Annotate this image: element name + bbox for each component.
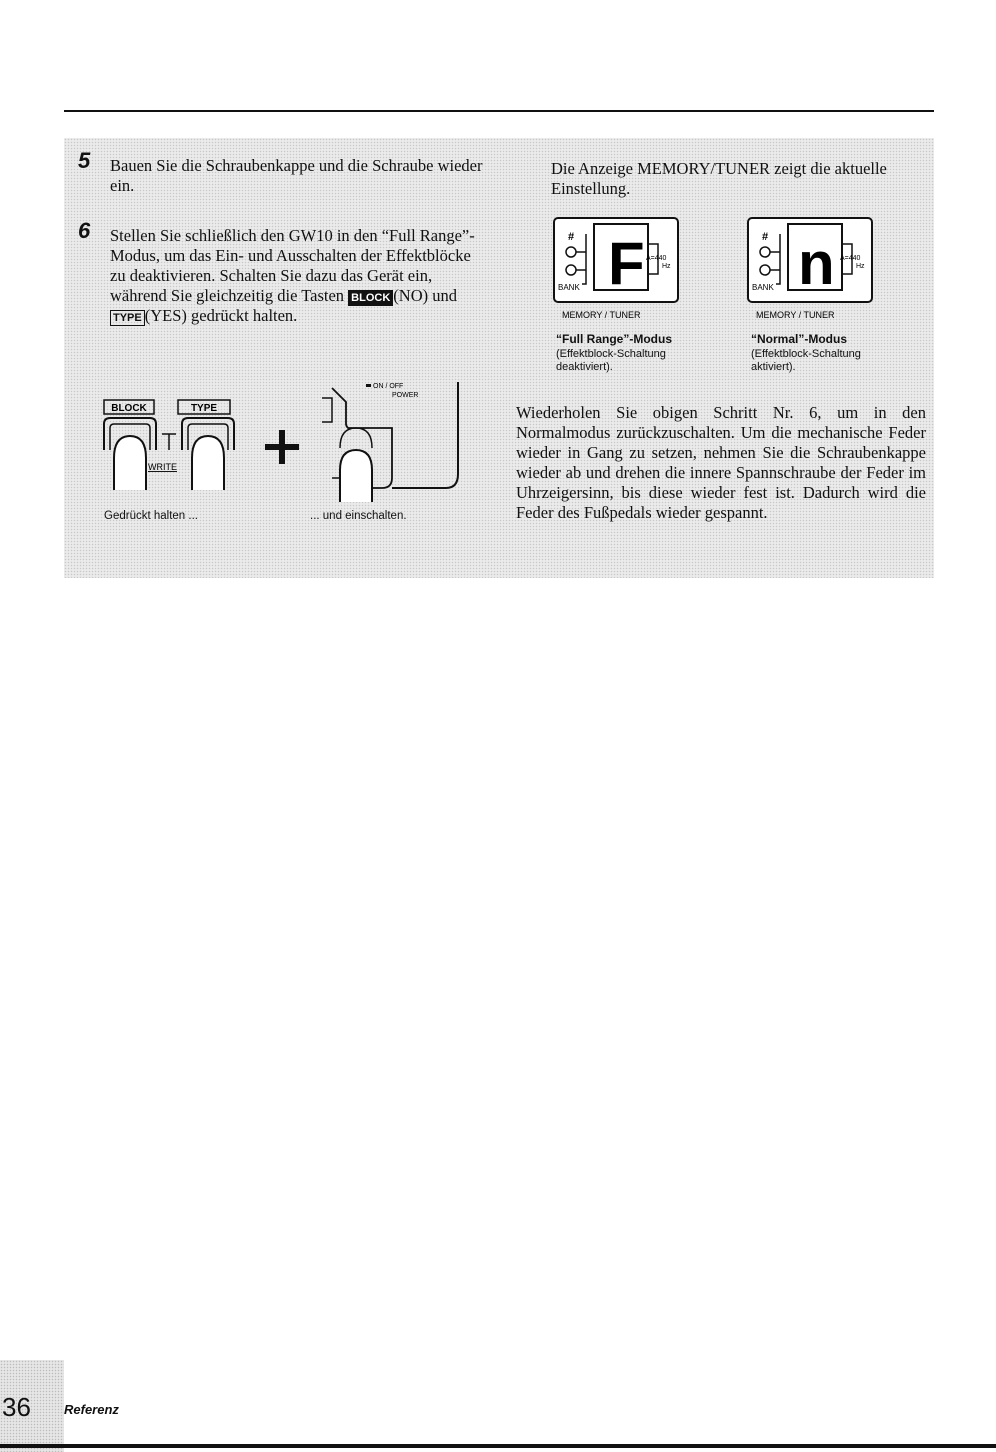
caption-hold: Gedrückt halten ... xyxy=(104,510,198,522)
write-label: WRITE xyxy=(148,462,177,472)
type-label: TYPE xyxy=(190,403,218,414)
a440-label: A=440 xyxy=(840,255,861,262)
bank-label: BANK xyxy=(558,283,580,292)
display-glyph: n xyxy=(798,230,835,297)
step-6-text xyxy=(110,226,490,326)
power-on-off-label: ON / OFF xyxy=(373,383,404,390)
bottom-rule xyxy=(0,1444,996,1448)
display-full-range xyxy=(552,214,682,326)
top-rule xyxy=(64,110,934,112)
sharp-label: # xyxy=(762,231,769,243)
step-6-text-before: Stellen Sie schließlich den GW10 in den “Full Range”-Modus, um das Ein- und Ausschalten der Effektblöcke zu deaktivieren. Schalten Sie dazu das Gerät ein, während Sie gleichzeitig die Tasten xyxy=(110,226,475,305)
return-to-normal-paragraph: Wiederholen Sie obigen Schritt Nr. 6, um in den Normalmodus zurückzuschalten. Um die mechanische Feder wieder in Gang zu setzen, nehmen Sie die Schraubenkappe wieder ab und drehen die innere Spannschraube der Feder im Uhrzeigersinn, bis diese wieder fest ist. Dadurch wird die Feder des Fußpedals wieder gespannt. xyxy=(516,403,926,522)
step-5-number: 5 xyxy=(78,148,91,173)
display-intro: Die Anzeige MEMORY/TUNER zeigt die aktuelle Einstellung. xyxy=(551,159,887,198)
display-glyph: F xyxy=(608,230,645,297)
step-6-after-type: (YES) gedrückt halten. xyxy=(144,306,298,325)
finger-icon xyxy=(340,450,372,502)
hz-label: Hz xyxy=(662,263,671,270)
normal-caption xyxy=(751,333,901,374)
caption-power-on: ... und einschalten. xyxy=(310,510,407,522)
memory-tuner-label: MEMORY / TUNER xyxy=(756,310,835,320)
power-button xyxy=(340,428,372,448)
finger-icon xyxy=(114,436,146,490)
plus-icon xyxy=(265,430,299,464)
page-number: 36 xyxy=(2,1392,31,1422)
step-6-number: 6 xyxy=(78,218,91,243)
section-title: Referenz xyxy=(64,1402,119,1417)
button-power-illustration xyxy=(96,378,476,508)
full-range-caption xyxy=(556,333,716,374)
display-normal xyxy=(746,214,876,326)
hz-label: Hz xyxy=(856,263,865,270)
power-label: POWER xyxy=(392,392,419,399)
normal-mode: “Normal”-Modus xyxy=(751,332,847,346)
full-range-desc: (Effektblock-Schaltung deaktiviert). xyxy=(556,348,666,373)
block-label: BLOCK xyxy=(111,403,147,414)
bank-label: BANK xyxy=(752,283,774,292)
a440-label: A=440 xyxy=(646,255,667,262)
finger-icon xyxy=(192,436,224,490)
type-key-label: TYPE xyxy=(110,310,145,326)
full-range-mode: “Full Range”-Modus xyxy=(556,332,672,346)
block-key-label: BLOCK xyxy=(348,290,393,306)
step-6-after-block: (NO) und xyxy=(393,286,457,305)
sharp-label: # xyxy=(568,231,575,243)
normal-desc: (Effektblock-Schaltung aktiviert). xyxy=(751,348,861,373)
step-5-text: Bauen Sie die Schraubenkappe und die Schraube wieder ein. xyxy=(110,156,483,195)
memory-tuner-label: MEMORY / TUNER xyxy=(562,310,641,320)
